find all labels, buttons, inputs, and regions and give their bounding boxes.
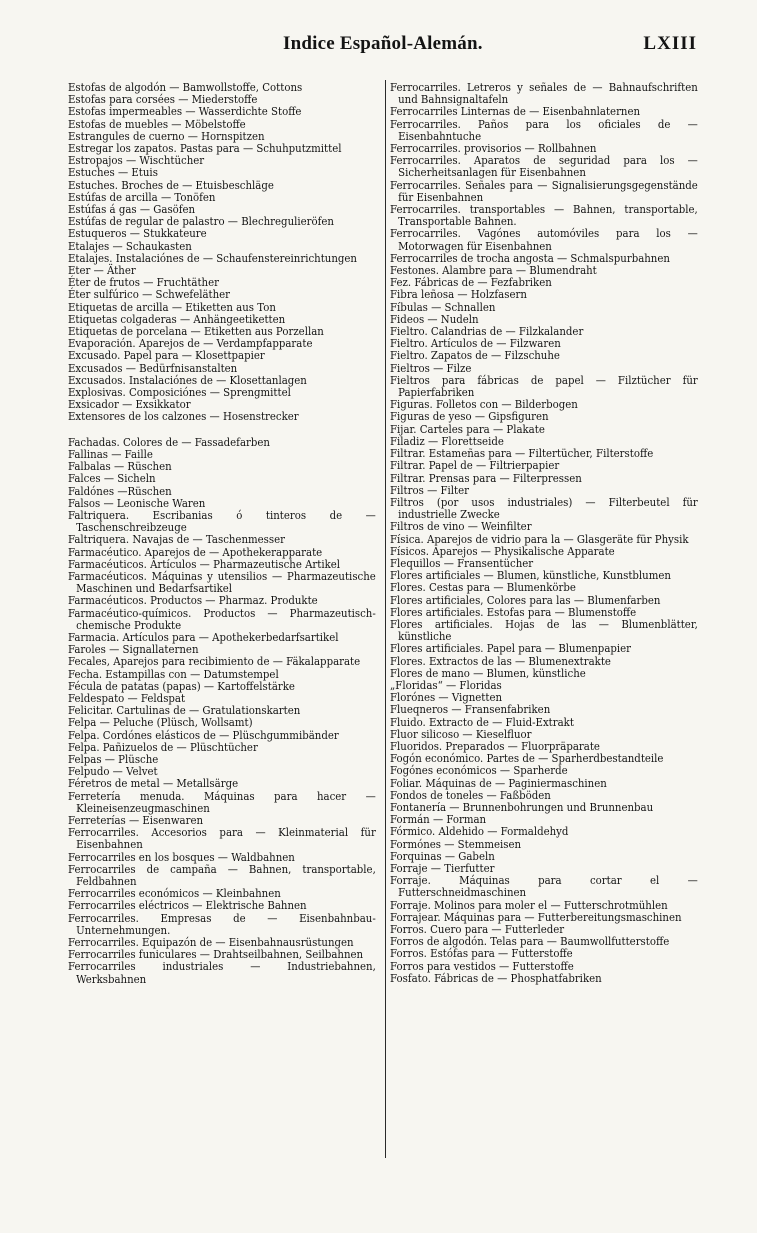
index-entry: Fondos de toneles — Faßböden: [390, 788, 551, 802]
index-entry: Ferrocarriles. Equipazón de — Eisenbahnausrüstungen: [68, 936, 354, 950]
index-entry: Fontanería — Brunnenbohrungen und Brunnenbau: [390, 800, 654, 814]
index-entry: Flores artificiales. Papel para — Blumenpapier: [390, 642, 632, 656]
index-entry: Flores artificiales, Colores para las — Blumenfarben: [390, 593, 661, 607]
index-entry: Forrajear. Máquinas para — Futterbereitungsmaschinen: [390, 910, 682, 924]
index-entry: Etalajes — Schaukasten: [68, 239, 192, 253]
index-entry: Ferretería menuda. Máquinas para hacer — Kleineisenzeugmaschinen: [68, 789, 376, 815]
index-entry: Estúfas á gas — Gasöfen: [68, 203, 196, 217]
index-entry: Flores artificiales. Hojas de las — Blumenblätter, künstliche: [390, 617, 698, 644]
index-entry: Forraje. Molinos para moler el — Futterschrotmühlen: [390, 898, 668, 912]
index-entry: Éter sulfúrico — Schwefeläther: [68, 288, 231, 302]
index-entry: Flores de mano — Blumen, künstliche: [390, 666, 586, 680]
index-entry: Fecha. Estampillas con — Datumstempel: [68, 667, 279, 681]
index-entry: Farmacéuticos. Artículos — Pharmazeutische Artikel: [68, 557, 341, 571]
index-entry: Ferrocarriles Linternas de — Eisenbahnlaternen: [390, 105, 641, 119]
index-entry: Ferrocarriles. provisorios — Rollbahnen: [390, 142, 597, 156]
index-entry: Etalajes. Instalaciónes de — Schaufenstereinrichtungen: [68, 251, 357, 265]
index-entry: Forros para vestidos — Futterstoffe: [390, 959, 574, 973]
index-entry: Fosfato. Fábricas de — Phosphatfabriken: [390, 971, 602, 985]
index-entry: Ferrocarriles. Paños para los oficiales de — Eisenbahntuche: [390, 117, 698, 143]
index-entry: Felpa — Peluche (Plüsch, Wollsamt): [68, 716, 253, 730]
index-entry: Estuches — Etuis: [68, 166, 158, 180]
index-entry: Ferrocarriles. Accesorios para — Kleinmaterial für Eisenbahnen: [68, 826, 376, 852]
index-entry: Fecales, Aparejos para recibimiento de — Fäkalapparate: [68, 655, 361, 669]
index-entry: Faroles — Signallaternen: [68, 643, 199, 657]
index-entry: Ferrocarriles. Letreros y señales de — Bahnaufschriften und Bahnsignaltafeln: [390, 81, 698, 107]
index-entry: Felpudo — Velvet: [68, 765, 158, 779]
index-entry: Falsos — Leonische Waren: [68, 496, 206, 510]
index-entry: Excusados. Instalaciónes de — Klosettanlagen: [68, 373, 307, 387]
index-entry: Filtrar. Estameñas para — Filtertücher, Filterstoffe: [390, 447, 654, 461]
index-entry: Fijar. Carteles para — Plakate: [390, 422, 545, 436]
index-entry: Etiquetas colgaderas — Anhängeetiketten: [68, 312, 286, 326]
left-column: [68, 82, 376, 986]
index-entry: Fieltro. Artículos de — Filzwaren: [390, 337, 561, 351]
index-entry: Farmacéutico-químicos. Productos — Pharmazeutisch-chemische Produkte: [68, 606, 376, 632]
page-title: Indice Español-Alemán.: [283, 33, 483, 54]
index-entry: Falces — Sicheln: [68, 472, 156, 486]
index-entry: Forros. Estófas para — Futterstoffe: [390, 947, 573, 961]
index-entry: Flores artificiales. Estofas para — Blumenstoffe: [390, 605, 637, 619]
index-entry: Festones. Alambre para — Blumendraht: [390, 264, 597, 278]
index-entry: Extensores de los calzones — Hosenstrecker: [68, 410, 299, 424]
index-entry: Eter — Äther: [68, 264, 136, 278]
index-entry: Forros de algodón. Telas para — Baumwollfutterstoffe: [390, 935, 670, 949]
index-entry: Estropajos — Wischtücher: [68, 154, 205, 168]
index-entry: Farmacia. Artículos para — Apothekerbedarfsartikel: [68, 630, 339, 644]
index-entry: Felpas — Plüsche: [68, 752, 159, 766]
index-entry: Figuras. Folletos con — Bilderbogen: [390, 398, 578, 412]
index-entry: Faltriquera. Navajas de — Taschenmesser: [68, 533, 285, 547]
index-entry: Flores. Cestas para — Blumenkörbe: [390, 581, 576, 595]
index-entry: Estofas de muebles — Möbelstoffe: [68, 117, 246, 131]
index-entry: Fallinas — Faille: [68, 447, 153, 461]
index-entry: Fieltro. Zapatos de — Filzschuhe: [390, 349, 560, 363]
index-entry: Estofas para corsées — Miederstoffe: [68, 93, 258, 107]
index-entry: Forros. Cuero para — Futterleder: [390, 923, 565, 937]
index-entry: Fieltros para fábricas de papel — Filztücher für Papierfabriken: [390, 373, 698, 400]
index-entry: Ferrocarriles eléctricos — Elektrische Bahnen: [68, 899, 307, 913]
index-entry: „Floridas“ — Floridas: [390, 678, 502, 692]
index-entry: Faltriquera. Escribanias ó tinteros de — Taschenschreibzeuge: [68, 508, 376, 535]
index-entry: Estuches. Broches de — Etuisbeschläge: [68, 178, 274, 192]
index-entry: Ferrocarriles en los bosques — Waldbahnen: [68, 850, 295, 864]
index-entry: Filtros (por usos industriales) — Filterbeutel für industrielle Zwecke: [390, 495, 698, 522]
index-entry: Física. Aparejos de vidrio para la — Glasgeräte für Physik: [390, 532, 689, 546]
index-entry: Ferrocarriles. Señales para — Signalisierungsgegenstände für Eisenbahnen: [390, 178, 698, 204]
index-entry: Excusado. Papel para — Klosettpapier: [68, 349, 265, 363]
index-entry: Flueqneros — Fransenfabriken: [390, 703, 551, 717]
index-entry: Exsicador — Exsikkator: [68, 398, 191, 412]
index-entry: Etiquetas de arcilla — Etiketten aus Ton: [68, 300, 276, 314]
index-entry: Fluoridos. Preparados — Fluorpräparate: [390, 739, 600, 753]
index-entry: Ferrocarriles. transportables — Bahnen, transportable, Transportable Bahnen.: [390, 203, 698, 229]
index-entry: Ferrocarriles de trocha angosta — Schmalspurbahnen: [390, 251, 670, 265]
index-entry: Ferrocarriles industriales — Industriebahnen, Werksbahnen: [68, 960, 376, 986]
index-entry: Estrangules de cuerno — Hornspitzen: [68, 129, 265, 143]
section-gap: [68, 424, 376, 437]
index-entry: Excusados — Bedürfnisanstalten: [68, 361, 238, 375]
index-entry: Fluido. Extracto de — Fluid-Extrakt: [390, 715, 574, 729]
index-entry: Filtrar. Prensas para — Filterpressen: [390, 471, 582, 485]
index-entry: Estúfas de regular de palastro — Blechregulieröfen: [68, 215, 334, 229]
index-entry: Falbalas — Rüschen: [68, 460, 172, 474]
index-entry: Físicos. Aparejos — Physikalische Apparate: [390, 544, 615, 558]
index-entry: Fachadas. Colores de — Fassadefarben: [68, 435, 270, 449]
index-entry: Florónes — Vignetten: [390, 691, 503, 705]
index-entry: Filtros — Filter: [390, 483, 470, 497]
index-entry: Fluor silicoso — Kieselfluor: [390, 727, 532, 741]
index-entry: Estregar los zapatos. Pastas para — Schuhputzmittel: [68, 142, 342, 156]
index-entry: Ferrocarriles. Aparatos de seguridad para los — Sicherheitsanlagen für Eisenbahnen: [390, 154, 698, 180]
index-entry: Farmacéutico. Aparejos de — Apothekerapparate: [68, 545, 323, 559]
index-entry: Farmacéuticos. Máquinas y utensilios — Pharmazeutische Maschinen und Bedarfsartikel: [68, 569, 376, 596]
index-entry: Fórmico. Aldehido — Formaldehyd: [390, 825, 569, 839]
page-number: LXIII: [643, 33, 697, 54]
index-entry: Foliar. Máquinas de — Paginiermaschinen: [390, 776, 607, 790]
index-entry: Ferrocarriles económicos — Kleinbahnen: [68, 887, 281, 901]
page-header: [0, 33, 757, 63]
index-entry: Filtros de vino — Weinfilter: [390, 520, 532, 534]
index-entry: Estofas de algodón — Bamwollstoffe, Cottons: [68, 81, 303, 94]
index-entry: Ferrocarriles. Empresas de — Eisenbahnbau-Unternehmungen.: [68, 911, 376, 937]
index-entry: Flores. Extractos de las — Blumenextrakte: [390, 654, 611, 668]
index-entry: Ferrocarriles. Vagónes automóviles para los — Motorwagen für Eisenbahnen: [390, 227, 698, 253]
index-entry: Explosivas. Composiciónes — Sprengmittel: [68, 386, 291, 400]
index-entry: Forquinas — Gabeln: [390, 849, 495, 863]
index-entry: Flequillos — Fransentücher: [390, 556, 534, 570]
index-entry: Faldónes —Rüschen: [68, 484, 172, 498]
index-entry: Felicitar. Cartulinas de — Gratulationskarten: [68, 704, 301, 718]
index-entry: Fieltros — Filze: [390, 361, 472, 375]
index-entry: Féretros de metal — Metallsärge: [68, 777, 239, 791]
index-entry: Formán — Forman: [390, 813, 487, 827]
index-entry: Flores artificiales — Blumen, künstliche, Kunstblumen: [390, 569, 671, 583]
index-entry: Ferrocarriles funiculares — Drahtseilbahnen, Seilbahnen: [68, 948, 364, 962]
index-entry: Fibra leñosa — Holzfasern: [390, 288, 527, 302]
index-entry: Fécula de patatas (papas) — Kartoffelstärke: [68, 679, 295, 693]
index-entry: Fíbulas — Schnallen: [390, 300, 496, 314]
index-entry: Farmacéuticos. Productos — Pharmaz. Produkte: [68, 594, 318, 608]
index-entry: Etiquetas de porcelana — Etiketten aus Porzellan: [68, 325, 324, 339]
index-entry: Formónes — Stemmeisen: [390, 837, 522, 851]
right-column: [390, 82, 698, 985]
index-entry: Forraje — Tierfutter: [390, 862, 495, 875]
index-entry: Éter de frutos — Fruchtäther: [68, 276, 219, 290]
index-entry: Fez. Fábricas de — Fezfabriken: [390, 276, 552, 290]
index-entry: Felpa. Pañizuelos de — Plüschtücher: [68, 740, 258, 754]
index-entry: Figuras de yeso — Gipsfiguren: [390, 410, 549, 424]
index-entry: Felpa. Cordónes elásticos de — Plüschgummibänder: [68, 728, 339, 742]
index-entry: Fogón económico. Partes de — Sparherdbestandteile: [390, 752, 664, 766]
index-entry: Evaporación. Aparejos de — Verdampfapparate: [68, 337, 313, 351]
index-entry: Estofas impermeables — Wasserdichte Stoffe: [68, 105, 302, 119]
index-entry: Ferreterías — Eisenwaren: [68, 813, 204, 827]
index-entry: Feldespato — Feldspat: [68, 691, 186, 705]
index-entry: Filadiz — Florettseide: [390, 434, 504, 448]
index-entry: Estúfas de arcilla — Tonöfen: [68, 190, 216, 204]
index-entry: Fideos — Nudeln: [390, 312, 479, 326]
index-entry: Estuqueros — Stukkateure: [68, 227, 207, 241]
index-entry: Ferrocarriles de campaña — Bahnen, transportable, Feldbahnen: [68, 862, 376, 888]
column-divider: [385, 80, 386, 1158]
index-entry: Filtrar. Papel de — Filtrierpapier: [390, 459, 560, 473]
index-entry: Fogónes económicos — Sparherde: [390, 764, 568, 778]
index-entry: Forraje. Máquinas para cortar el — Futterschneidmaschinen: [390, 874, 698, 900]
index-entry: Fieltro. Calandrias de — Filzkalander: [390, 325, 584, 339]
